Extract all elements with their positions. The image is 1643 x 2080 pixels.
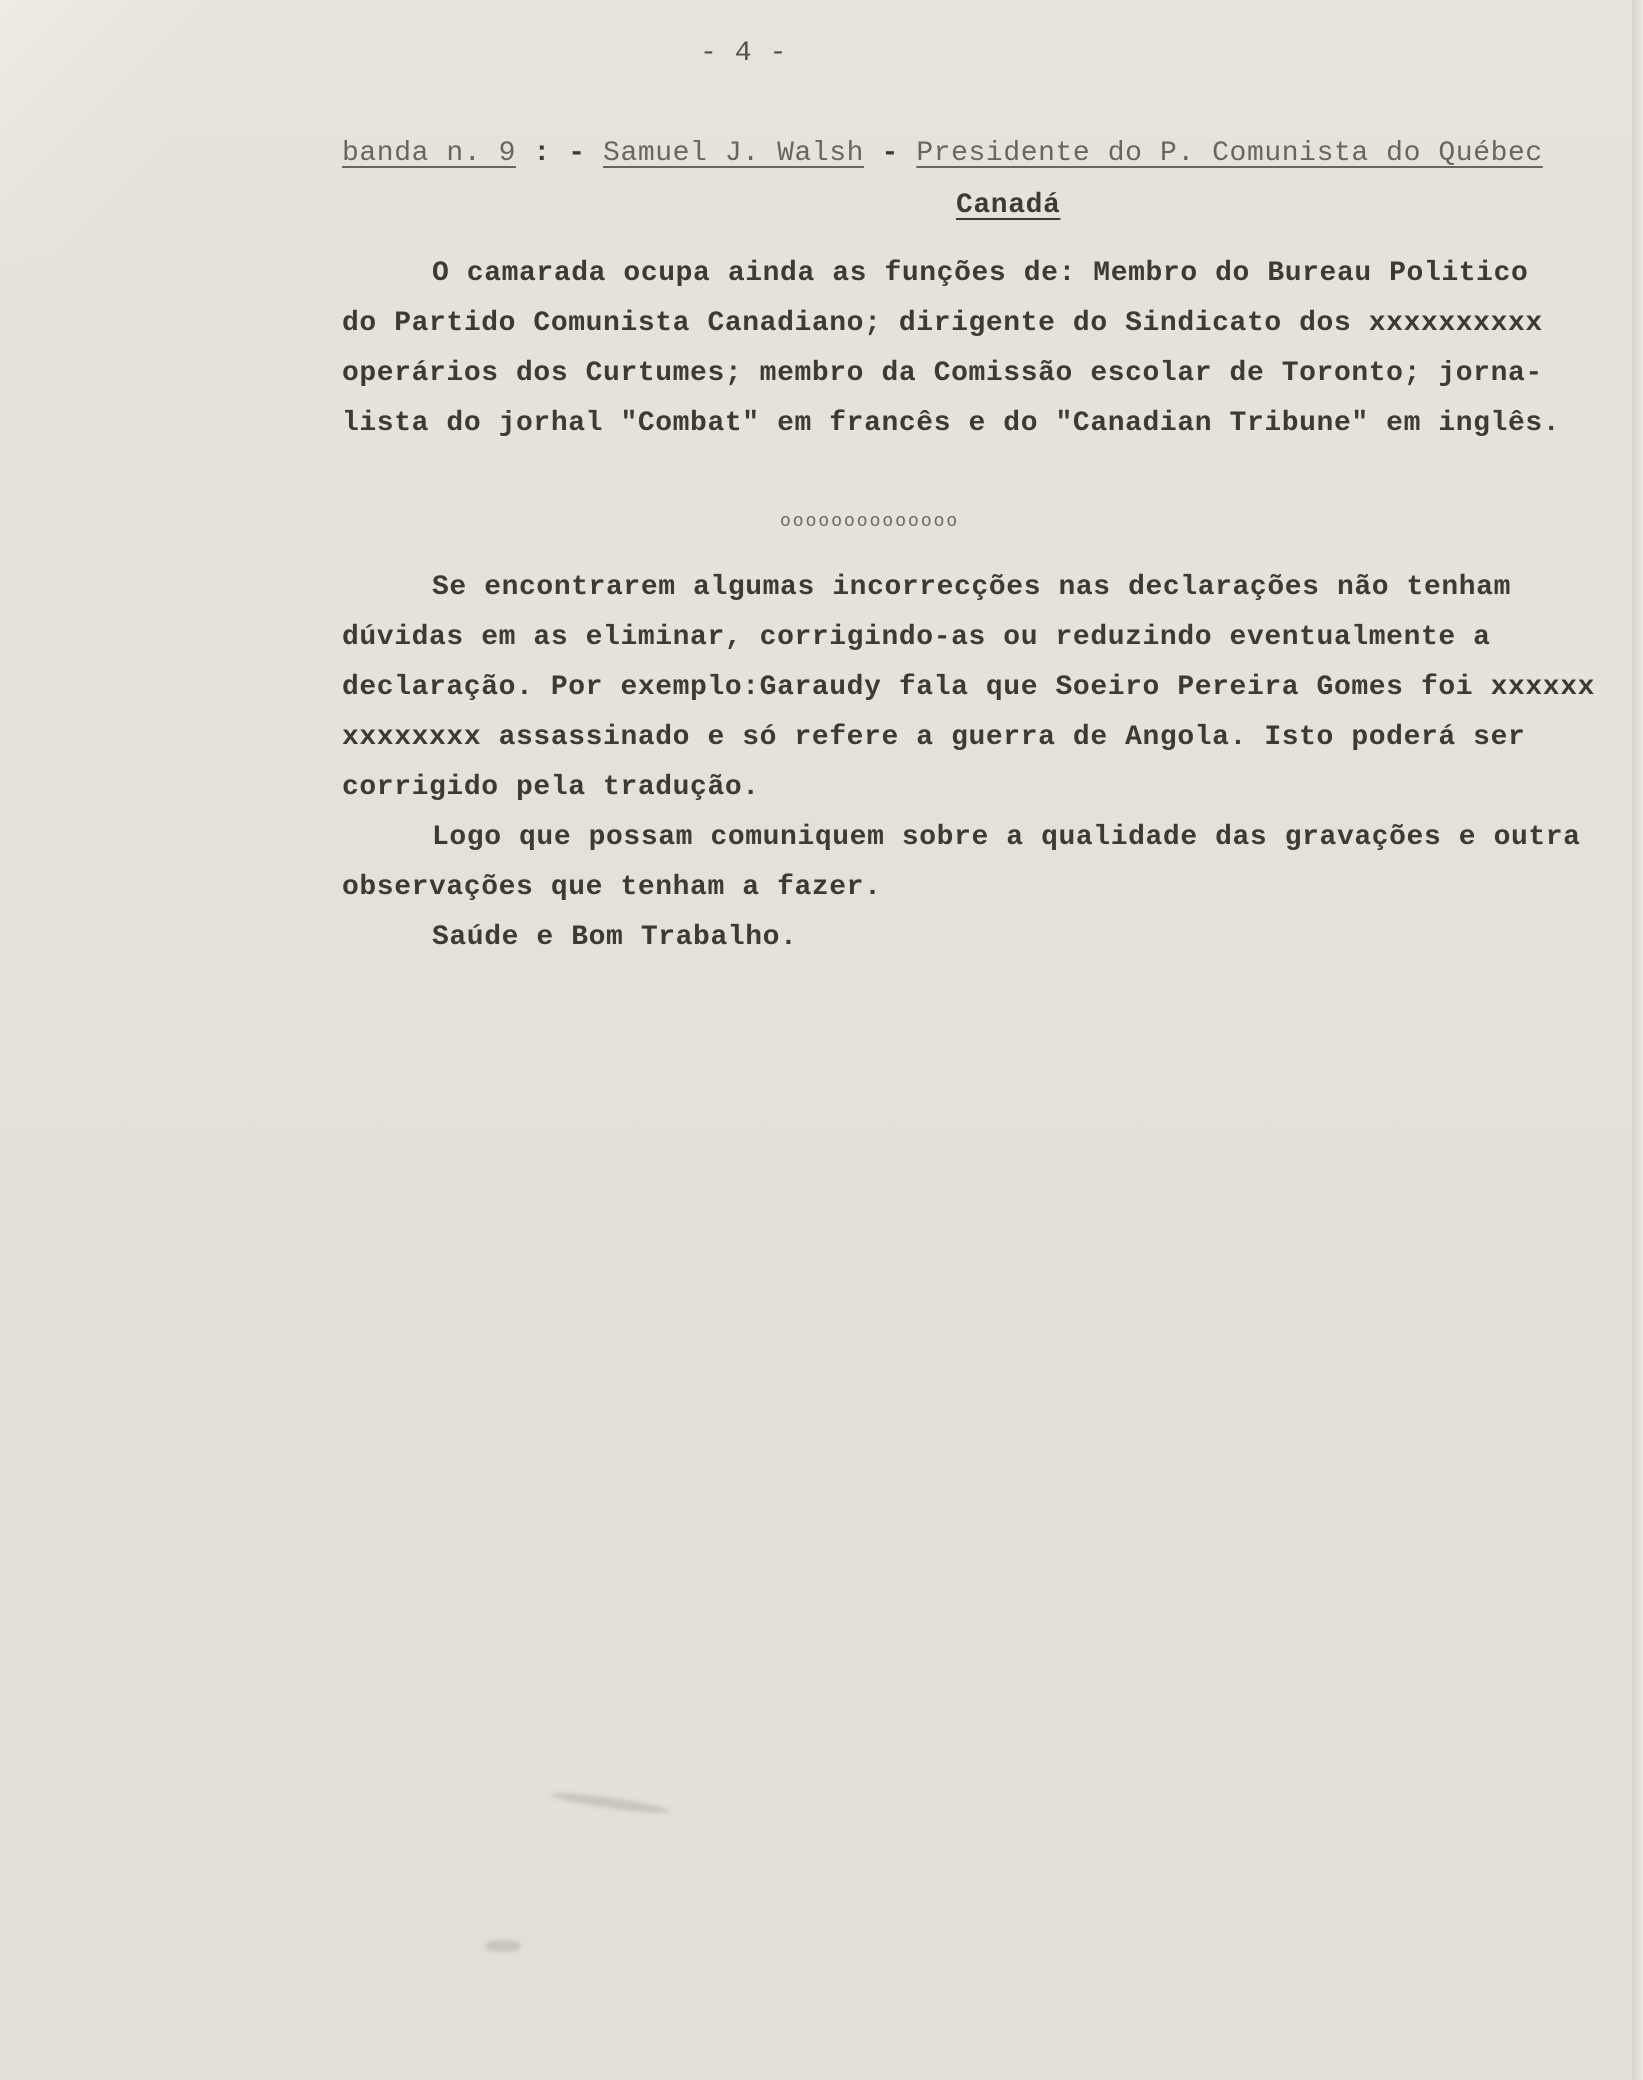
separator: oooooooooooooo <box>780 512 960 532</box>
paper-smudge <box>485 1940 521 1952</box>
paragraph2-line3: declaração. Por exemplo:Garaudy fala que Soeiro Pereira Gomes foi xxxxxx <box>342 672 1595 703</box>
header-dash: - <box>864 138 917 169</box>
paragraph3-line1: Logo que possam comuniquem sobre a qualidade das gravações e outra <box>432 822 1581 853</box>
band-number: banda n. 9 <box>342 138 517 169</box>
closing-salutation: Saúde e Bom Trabalho. <box>432 922 798 953</box>
paragraph1-line4: lista do jorhal "Combat" em francês e do "Canadian Tribune" em inglês. <box>342 408 1561 439</box>
paragraph1-line1: O camarada ocupa ainda as funções de: Membro do Bureau Politico <box>432 258 1529 289</box>
page-number: - 4 - <box>700 38 788 69</box>
paragraph2-line5: corrigido pela tradução. <box>342 772 760 803</box>
paragraph3-line2: observações que tenham a fazer. <box>342 872 882 903</box>
page-edge <box>1632 0 1643 2080</box>
paragraph2-line4: xxxxxxxx assassinado e só refere a guerra de Angola. Isto poderá ser <box>342 722 1526 753</box>
folded-corner <box>0 0 200 260</box>
speaker-role: Presidente do P. Comunista do Québec <box>916 138 1543 169</box>
header-line <box>342 138 1543 169</box>
paragraph1-line3: operários dos Curtumes; membro da Comissão escolar de Toronto; jorna- <box>342 358 1543 389</box>
header-colon: : - <box>516 138 604 169</box>
speaker-country: Canadá <box>956 190 1061 221</box>
paragraph2-line2: dúvidas em as eliminar, corrigindo-as ou reduzindo eventualmente a <box>342 622 1491 653</box>
paragraph2-line1: Se encontrarem algumas incorrecções nas declarações não tenham <box>432 572 1511 603</box>
paragraph1-line2: do Partido Comunista Canadiano; dirigente do Sindicato dos xxxxxxxxxx <box>342 308 1543 339</box>
speaker-name: Samuel J. Walsh <box>603 138 865 169</box>
